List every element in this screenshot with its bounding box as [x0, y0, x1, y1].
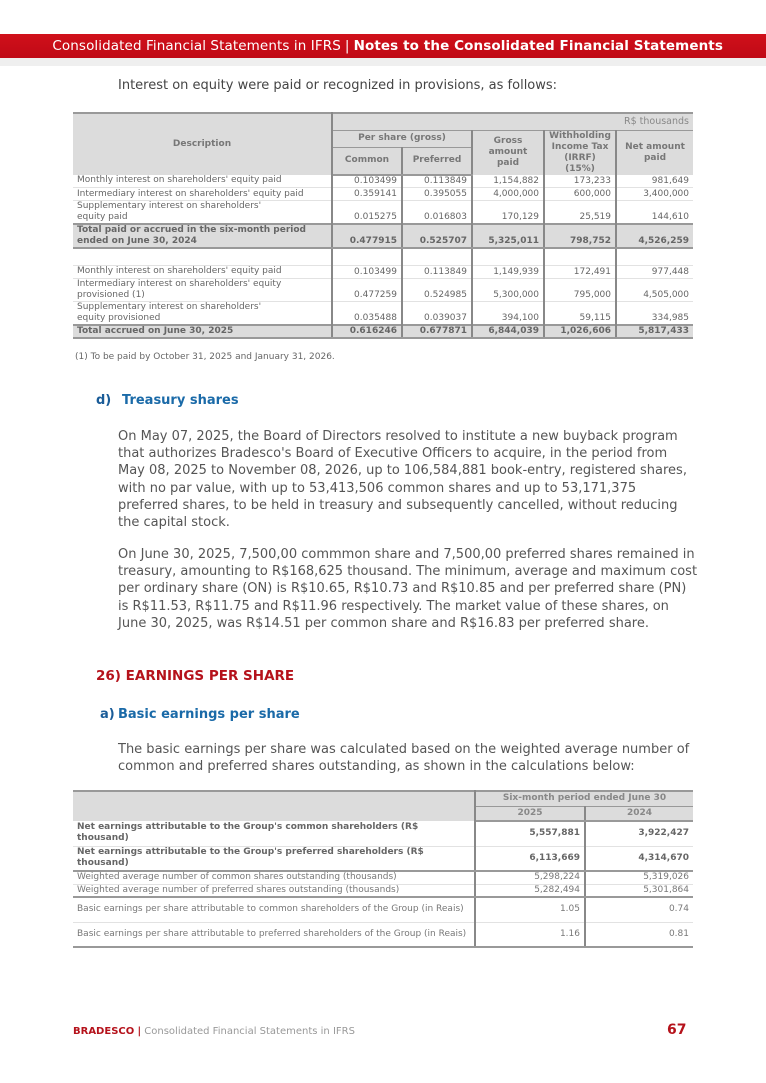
treasury-shares-heading [96, 393, 239, 408]
header-doc-title: Consolidated Financial Statements in IFRS [52, 38, 341, 54]
table-total-row-2025: Total accrued on June 30, 2025 0.616246 0.677871 6,844,039 1,026,606 5,817,433 [73, 325, 693, 338]
header-section-title: Notes to the Consolidated Financial Statements [353, 38, 723, 54]
table-row: Monthly interest on shareholders' equity paid 0.103499 0.113849 1,149,939 172,491 977,448 [73, 265, 693, 278]
col-header-blank [73, 791, 475, 821]
table-row: Supplementary interest on shareholders' equity provisioned 0.035488 0.039037 394,100 59,115 334,985 [73, 301, 693, 325]
table-row: Intermediary interest on shareholders' equity paid 0.359141 0.395055 4,000,000 600,000 3,400,000 [73, 188, 693, 201]
col-header-per-share: Per share (gross) [332, 130, 472, 148]
table-row: Monthly interest on shareholders' equity paid 0.103499 0.113849 1,154,882 173,233 981,649 [73, 175, 693, 188]
col-header-period: Six-month period ended June 30 [475, 791, 693, 806]
header-shadow [0, 58, 766, 66]
col-header-net: Net amount paid [616, 130, 693, 175]
footer-doc-title: Consolidated Financial Statements in IFRS [144, 1026, 355, 1037]
treasury-shares-title: Treasury shares [122, 393, 239, 408]
col-header-2025: 2025 [475, 806, 585, 821]
col-header-2024: 2024 [585, 806, 693, 821]
unit-label: R$ thousands [332, 113, 693, 130]
footer-brand: BRADESCO [73, 1026, 135, 1037]
basic-eps-heading [100, 707, 300, 722]
treasury-paragraph-1: On May 07, 2025, the Board of Directors resolved to institute a new buyback program that authorizes Bradesco's Board of Executive Officers to acquire, in the period from May 08, 2025 to November 08, 2026, up to 106,584,881 book-entry, registered shares, with no par value, with up to 53,413,506 common shares and up to 53,171,375 preferred shares, to be held in treasury and subsequently cancelled, without reducing the capital stock. [118, 429, 687, 531]
section-title-earnings-per-share: 26) EARNINGS PER SHARE [96, 668, 295, 684]
table-row: Weighted average number of preferred shares outstanding (thousands) 5,282,494 5,301,864 [73, 884, 693, 897]
footer-separator: | [137, 1026, 142, 1037]
col-header-gross: Gross amount paid [472, 130, 544, 175]
table-row: Basic earnings per share attributable to common shareholders of the Group (in Reais) 1.05 0.74 [73, 897, 693, 922]
page-number: 67 [667, 1022, 687, 1038]
earnings-per-share-table [73, 790, 693, 948]
table-row: Weighted average number of common shares outstanding (thousands) 5,298,224 5,319,026 [73, 871, 693, 884]
basic-eps-paragraph: The basic earnings per share was calculated based on the weighted average number of common and preferred shares outstanding, as shown in the calculations below: [118, 742, 690, 775]
interest-on-equity-table [73, 112, 693, 339]
table-row: Net earnings attributable to the Group's common shareholders (R$ thousand) 5,557,881 3,922,427 [73, 821, 693, 846]
col-header-preferred: Preferred [402, 148, 472, 175]
intro-text: Interest on equity were paid or recognized in provisions, as follows: [118, 78, 558, 93]
basic-eps-title: Basic earnings per share [118, 707, 300, 722]
table-total-row-2024: Total paid or accrued in the six-month period ended on June 30, 2024 0.477915 0.525707 5,325,011 798,752 4,526,259 [73, 224, 693, 248]
table-row: Basic earnings per share attributable to preferred shareholders of the Group (in Reais) 1.16 0.81 [73, 922, 693, 947]
basic-eps-label: a) [100, 707, 115, 722]
table-spacer-row [73, 248, 693, 265]
treasury-paragraph-2: On June 30, 2025, 7,500,00 commmon share and 7,500,00 preferred shares remained in treasury, amounting to R$168,625 thousand. The minimum, average and maximum cost per ordinary share (ON) is R$10.65, R$10.73 and R$10.85 and per preferred share (PN) is R$11.53, R$11.75 and R$11.96 respectively. The market value of these shares, on June 30, 2025, was R$14.51 per common share and R$16.83 per preferred share. [118, 547, 698, 631]
treasury-shares-label: d) [96, 393, 112, 408]
page-header-bar [0, 34, 766, 58]
page-footer [73, 1026, 355, 1037]
col-header-irrf: Withholding Income Tax (IRRF) (15%) [544, 130, 616, 175]
top-margin [0, 0, 766, 34]
table-row: Supplementary interest on shareholders' equity paid 0.015275 0.016803 170,129 25,519 144,610 [73, 201, 693, 225]
header-separator: | [344, 38, 350, 54]
table-footnote: (1) To be paid by October 31, 2025 and January 31, 2026. [75, 352, 335, 362]
col-header-description: Description [73, 113, 332, 175]
table-row: Net earnings attributable to the Group's preferred shareholders (R$ thousand) 6,113,669 4,314,670 [73, 846, 693, 871]
table-row: Intermediary interest on shareholders' equity provisioned (1) 0.477259 0.524985 5,300,000 795,000 4,505,000 [73, 278, 693, 301]
col-header-common: Common [332, 148, 402, 175]
